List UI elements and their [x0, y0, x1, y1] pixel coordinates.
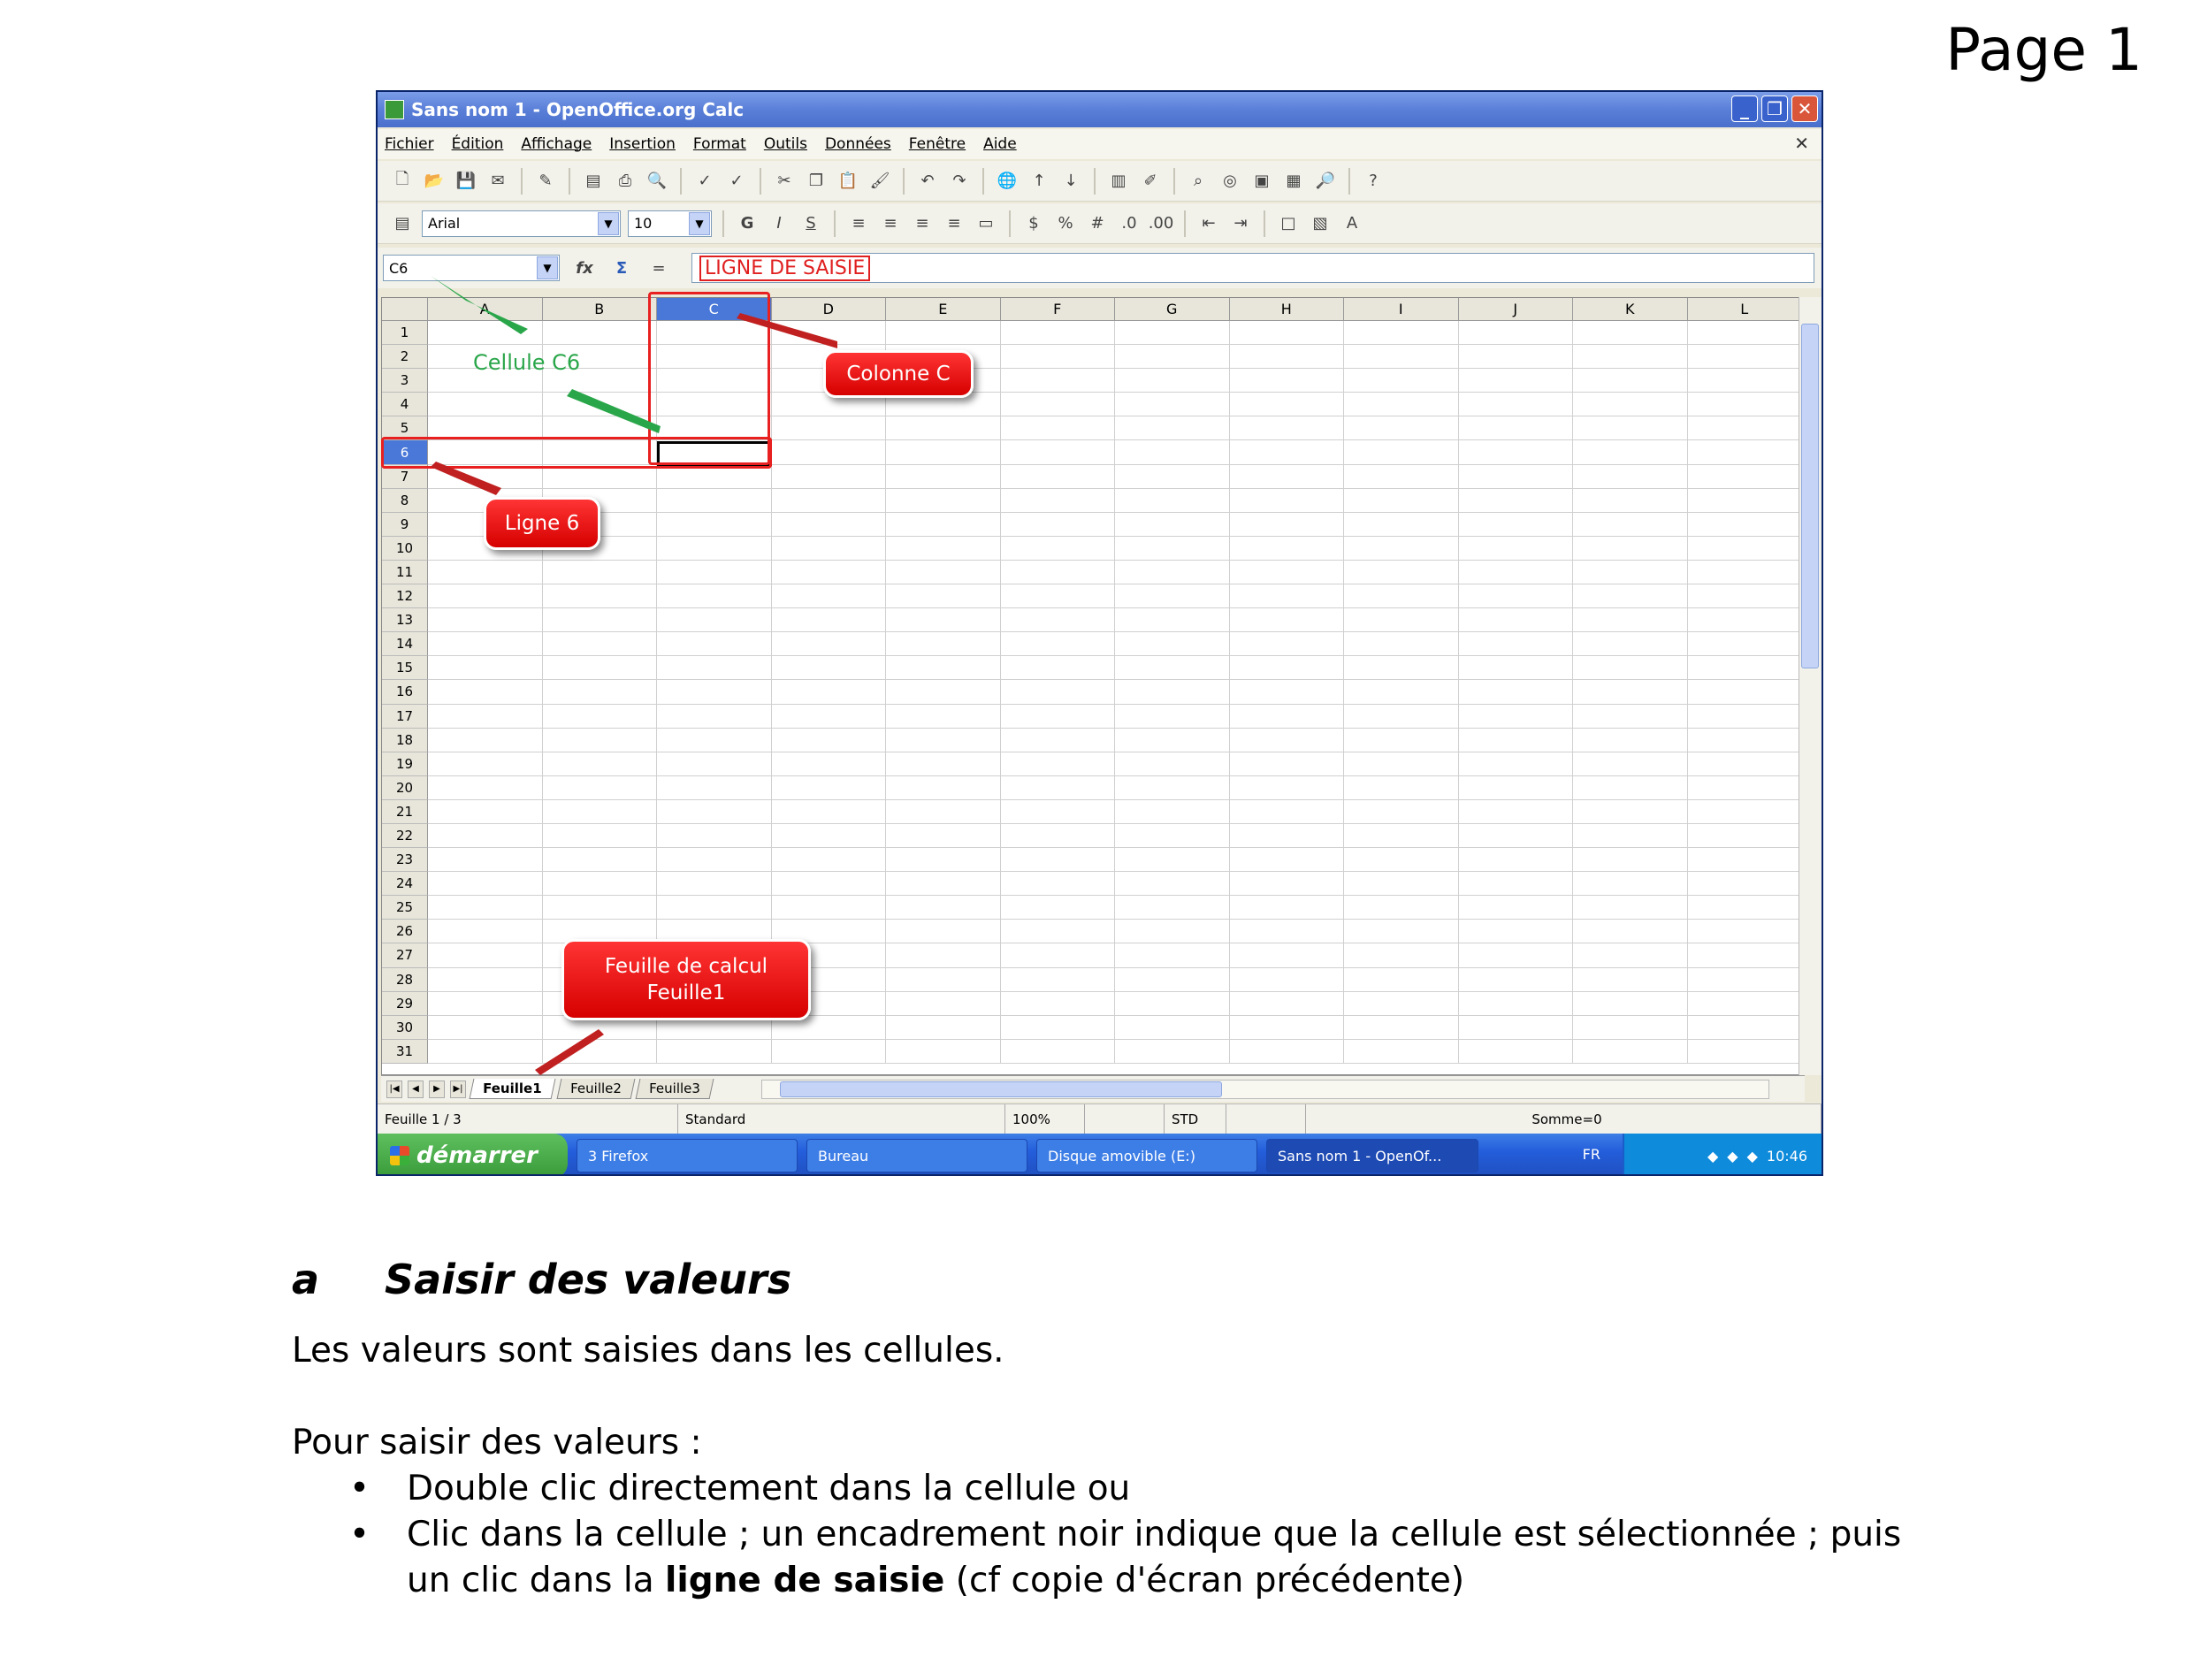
- email-icon[interactable]: ✉: [491, 172, 505, 190]
- background-color-icon[interactable]: ▧: [1312, 214, 1328, 233]
- open-folder-icon[interactable]: 📂: [424, 172, 445, 190]
- chart-icon[interactable]: ▥: [1111, 172, 1127, 190]
- align-right-icon[interactable]: ≡: [915, 214, 929, 233]
- currency-format-icon[interactable]: $: [1028, 214, 1039, 233]
- row-header-25[interactable]: 25: [382, 896, 428, 920]
- data-sources-icon[interactable]: ▦: [1286, 172, 1302, 190]
- first-sheet-icon[interactable]: |◀: [386, 1081, 402, 1098]
- close-document-icon[interactable]: ✕: [1794, 133, 1809, 154]
- zoom-icon[interactable]: 🔎: [1315, 172, 1336, 190]
- row-header-15[interactable]: 15: [382, 656, 428, 680]
- row-header-19[interactable]: 19: [382, 752, 428, 776]
- column-header-j[interactable]: J: [1459, 298, 1574, 321]
- italic-button[interactable]: I: [776, 214, 782, 233]
- restore-button[interactable]: ❐: [1761, 95, 1788, 122]
- paragraph-2: Pour saisir des valeurs :: [292, 1423, 702, 1462]
- print-preview-icon[interactable]: 🔍: [646, 172, 668, 190]
- menu-outils[interactable]: Outils: [763, 135, 807, 153]
- column-header-g[interactable]: G: [1115, 298, 1230, 321]
- paste-icon[interactable]: 📋: [837, 172, 859, 190]
- section-title: Saisir des valeurs: [385, 1256, 792, 1303]
- column-header-l[interactable]: L: [1688, 298, 1803, 321]
- help-icon[interactable]: ?: [1369, 172, 1378, 190]
- font-color-icon[interactable]: A: [1346, 214, 1358, 233]
- menu-affichage[interactable]: Affichage: [521, 135, 592, 153]
- chevron-down-icon[interactable]: ▼: [689, 212, 710, 235]
- task-calc[interactable]: Sans nom 1 - OpenOf...: [1266, 1139, 1478, 1172]
- sheet-tab-label: Feuille1: [483, 1081, 542, 1096]
- colonne-callout: Colonne C: [823, 350, 974, 398]
- row-header-3[interactable]: 3: [382, 369, 428, 393]
- sum-icon[interactable]: Σ: [615, 258, 628, 278]
- menu-fenetre[interactable]: Fenêtre: [908, 135, 966, 153]
- row-header-8[interactable]: 8: [382, 489, 428, 513]
- row-header-1[interactable]: 1: [382, 321, 428, 345]
- column-header-d[interactable]: D: [772, 298, 887, 321]
- list-item: [349, 1512, 1928, 1604]
- input-line-annotation: LIGNE DE SAISIE: [699, 256, 870, 281]
- add-decimal-icon[interactable]: .0: [1121, 214, 1137, 233]
- font-name-value: Arial: [428, 215, 461, 232]
- autospellcheck-icon[interactable]: ✓: [729, 172, 744, 190]
- menu-fichier[interactable]: Fichier: [385, 135, 434, 153]
- feuille-callout-line1: Feuille de calcul: [604, 955, 768, 978]
- bullet-2-text-a: Clic dans la cellule ; un encadrement noir indique que la cellule est sélectionnée ; puis un clic dans la: [407, 1515, 1902, 1600]
- find-replace-icon[interactable]: ⌕: [1193, 172, 1203, 190]
- close-button[interactable]: ✕: [1791, 95, 1818, 122]
- row-header-4[interactable]: 4: [382, 393, 428, 416]
- row-header-11[interactable]: 11: [382, 561, 428, 584]
- row-header-9[interactable]: 9: [382, 513, 428, 537]
- row-header-18[interactable]: 18: [382, 729, 428, 752]
- redo-icon[interactable]: ↷: [952, 172, 966, 190]
- menu-donnees[interactable]: Données: [824, 135, 891, 153]
- percent-format-button[interactable]: %: [1058, 214, 1073, 233]
- sheet-tab-label: Feuille2: [569, 1081, 622, 1096]
- bullet-2-text-b: (cf copie d'écran précédente): [944, 1561, 1465, 1600]
- document-body: [292, 1256, 1928, 1604]
- list-item: [349, 1466, 1928, 1512]
- column-header-k[interactable]: K: [1573, 298, 1688, 321]
- justify-icon[interactable]: ≡: [947, 214, 961, 233]
- cell-reference: C6: [389, 259, 409, 277]
- last-sheet-icon[interactable]: ▶|: [450, 1081, 466, 1098]
- menu-edition[interactable]: Édition: [451, 135, 504, 153]
- copy-icon[interactable]: ❐: [808, 172, 824, 190]
- task-firefox[interactable]: 3 Firefox: [577, 1139, 798, 1172]
- section-letter: a: [292, 1256, 320, 1303]
- function-wizard-icon[interactable]: fx: [576, 258, 593, 278]
- row-header-29[interactable]: 29: [382, 992, 428, 1016]
- arrow-to-sheet-tab: [535, 1029, 604, 1075]
- tray-icon[interactable]: ◆: [1746, 1147, 1758, 1165]
- column-header-b[interactable]: B: [543, 298, 658, 321]
- arrow-to-namebox: [431, 276, 528, 334]
- row-header-26[interactable]: 26: [382, 920, 428, 943]
- row-header-5[interactable]: 5: [382, 416, 428, 440]
- draw-functions-icon[interactable]: ✐: [1143, 172, 1157, 190]
- row-header-17[interactable]: 17: [382, 705, 428, 729]
- increase-indent-icon[interactable]: ⇥: [1233, 214, 1248, 233]
- row-header-20[interactable]: 20: [382, 776, 428, 800]
- instruction-list: [349, 1466, 1928, 1604]
- arrow-to-cell: [567, 389, 661, 433]
- section-heading: [292, 1256, 1928, 1303]
- status-sheet: Feuille 1 / 3: [378, 1104, 678, 1134]
- calc-window: [376, 90, 1823, 1176]
- decrease-indent-icon[interactable]: ⇤: [1202, 214, 1216, 233]
- merge-cells-icon[interactable]: ▭: [978, 214, 994, 233]
- arrow-to-row: [431, 462, 501, 495]
- column-header-f[interactable]: F: [1001, 298, 1116, 321]
- align-left-icon[interactable]: ≡: [852, 214, 866, 233]
- save-icon[interactable]: 💾: [455, 172, 477, 190]
- cellule-annotation: Cellule C6: [473, 350, 581, 375]
- column-header-h[interactable]: H: [1230, 298, 1345, 321]
- format-paintbrush-icon[interactable]: 🖌: [869, 172, 890, 190]
- menu-aide[interactable]: Aide: [983, 135, 1017, 153]
- row-header-10[interactable]: 10: [382, 537, 428, 561]
- tray-icon[interactable]: ◆: [1727, 1147, 1738, 1165]
- row-header-28[interactable]: 28: [382, 968, 428, 992]
- bullet-2-bold: ligne de saisie: [665, 1561, 945, 1600]
- bold-button[interactable]: G: [740, 214, 754, 233]
- language-indicator[interactable]: FR: [1582, 1146, 1600, 1163]
- underline-button[interactable]: S: [806, 214, 816, 233]
- paragraph-1: Les valeurs sont saisies dans les cellules.: [292, 1331, 1004, 1371]
- row-header-16[interactable]: 16: [382, 680, 428, 704]
- row-header-13[interactable]: 13: [382, 608, 428, 632]
- prev-sheet-icon[interactable]: ◀: [408, 1081, 424, 1098]
- row-header-23[interactable]: 23: [382, 848, 428, 872]
- row-header-14[interactable]: 14: [382, 632, 428, 656]
- align-center-icon[interactable]: ≡: [883, 214, 897, 233]
- row-header-21[interactable]: 21: [382, 800, 428, 824]
- column-header-a[interactable]: A: [428, 298, 543, 321]
- row-header-22[interactable]: 22: [382, 824, 428, 848]
- bullet-1-text: Double clic directement dans la cellule ou: [407, 1469, 1131, 1508]
- standard-format-icon[interactable]: #: [1090, 214, 1104, 233]
- start-label: démarrer: [416, 1142, 538, 1169]
- menu-format[interactable]: Format: [692, 135, 746, 153]
- sort-descending-icon[interactable]: ↓: [1064, 172, 1078, 190]
- feuille-callout: [561, 939, 811, 1020]
- status-style: Standard: [678, 1104, 1005, 1134]
- function-equals-icon[interactable]: =: [652, 258, 666, 278]
- row-header-31[interactable]: 31: [382, 1040, 428, 1064]
- task-bureau[interactable]: Bureau: [806, 1139, 1027, 1172]
- borders-icon[interactable]: □: [1280, 214, 1296, 233]
- row-header-6[interactable]: 6: [382, 440, 428, 464]
- arrow-to-column: [737, 313, 837, 348]
- sheet-tab-label: Feuille3: [649, 1081, 701, 1096]
- remove-decimal-icon[interactable]: .00: [1148, 214, 1174, 233]
- row-header-7[interactable]: 7: [382, 465, 428, 489]
- column-header-i[interactable]: I: [1344, 298, 1459, 321]
- clock: 10:46: [1766, 1147, 1807, 1165]
- status-zoom[interactable]: 100%: [1005, 1104, 1085, 1134]
- menu-insertion[interactable]: Insertion: [609, 135, 676, 153]
- row-header-12[interactable]: 12: [382, 584, 428, 608]
- tray-icon[interactable]: ◆: [1707, 1147, 1719, 1165]
- column-header-c[interactable]: C: [657, 298, 772, 321]
- chevron-down-icon[interactable]: ▼: [598, 212, 619, 235]
- ligne-callout: Ligne 6: [484, 497, 600, 550]
- next-sheet-icon[interactable]: ▶: [429, 1081, 445, 1098]
- print-icon[interactable]: ⎙: [618, 172, 632, 190]
- navigator-icon[interactable]: ◎: [1223, 172, 1237, 190]
- status-sum: Somme=0: [1306, 1104, 1822, 1134]
- task-removable-disk[interactable]: Disque amovible (E:): [1036, 1139, 1257, 1172]
- minimize-button[interactable]: _: [1731, 95, 1758, 122]
- undo-icon[interactable]: ↶: [920, 172, 935, 190]
- feuille-callout-line2: Feuille1: [646, 981, 726, 1004]
- styles-icon[interactable]: ▤: [394, 214, 410, 233]
- row-header-30[interactable]: 30: [382, 1016, 428, 1040]
- row-header-24[interactable]: 24: [382, 872, 428, 896]
- new-document-icon[interactable]: 🗋: [395, 169, 409, 188]
- sort-ascending-icon[interactable]: ↑: [1032, 172, 1046, 190]
- font-size-value: 10: [634, 215, 653, 232]
- page-number: Page 1: [1945, 16, 2142, 84]
- status-mode[interactable]: STD: [1165, 1104, 1226, 1134]
- cut-icon[interactable]: ✂: [777, 172, 791, 190]
- spellcheck-icon[interactable]: ✓: [698, 172, 712, 190]
- chevron-down-icon[interactable]: ▼: [537, 256, 558, 279]
- row-header-27[interactable]: 27: [382, 943, 428, 967]
- edit-file-icon[interactable]: ✎: [538, 172, 553, 190]
- export-pdf-icon[interactable]: ▤: [585, 172, 601, 190]
- row-header-2[interactable]: 2: [382, 345, 428, 369]
- column-header-e[interactable]: E: [886, 298, 1001, 321]
- window-title: Sans nom 1 - OpenOffice.org Calc: [411, 99, 745, 120]
- hyperlink-icon[interactable]: 🌐: [997, 172, 1018, 190]
- gallery-icon[interactable]: ▣: [1254, 172, 1270, 190]
